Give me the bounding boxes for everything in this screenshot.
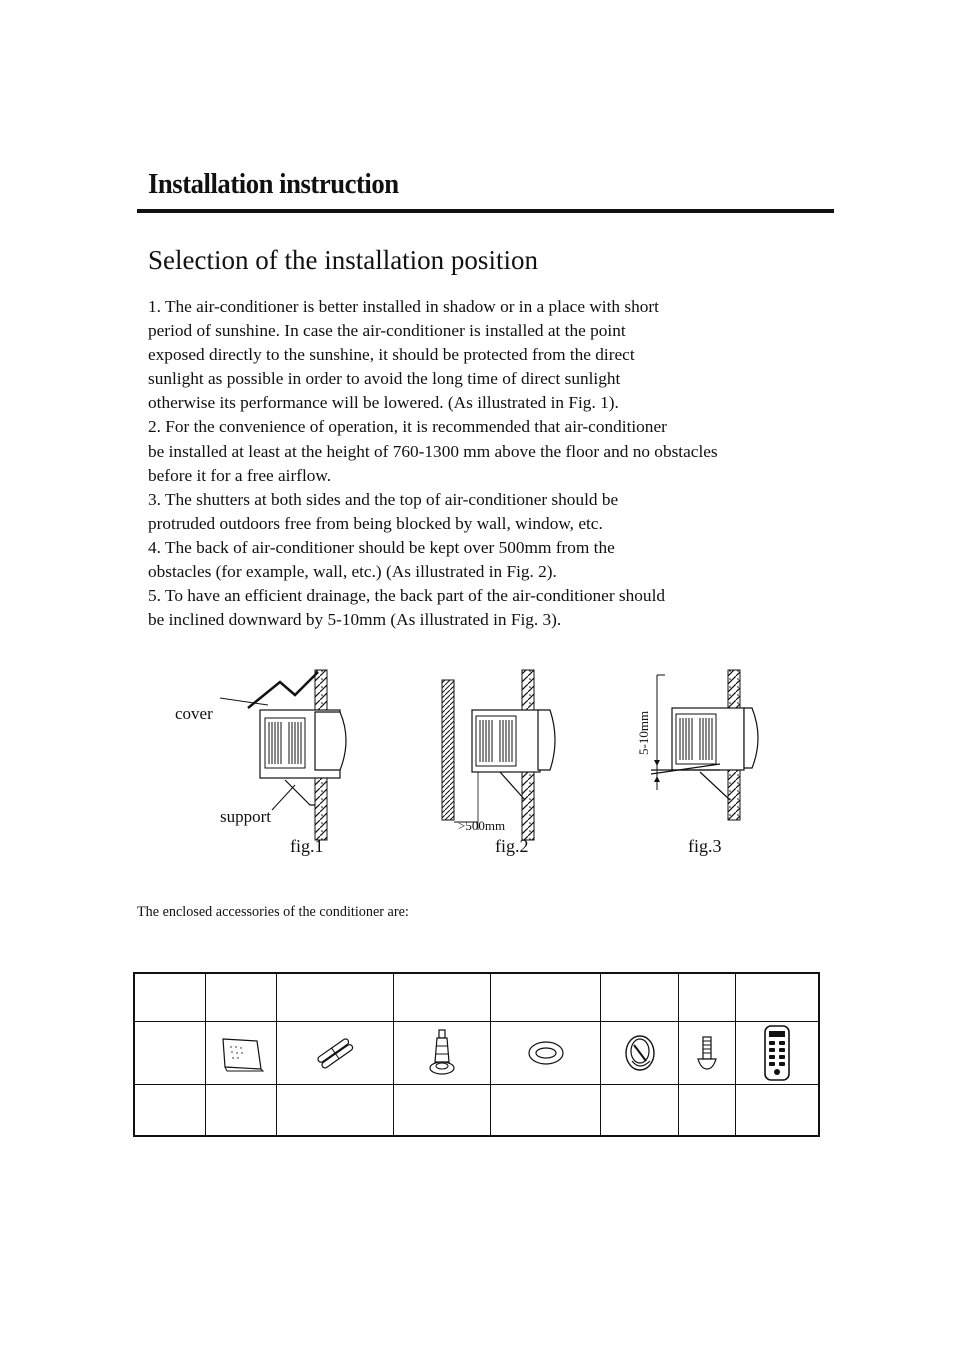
table-cell xyxy=(277,1084,394,1136)
table-cell xyxy=(491,973,601,1021)
table-row xyxy=(134,1021,819,1084)
table-cell xyxy=(394,973,491,1021)
drain-connector-icon xyxy=(427,1028,457,1078)
ring-icon xyxy=(526,1038,566,1068)
fig1-caption: fig.1 xyxy=(290,836,324,856)
instruction-line: be inclined downward by 5-10mm (As illustrated in Fig. 3). xyxy=(148,610,562,630)
instruction-line: 2. For the convenience of operation, it is recommended that air-conditioner xyxy=(148,417,667,437)
fig2-drawing xyxy=(442,670,555,840)
table-cell xyxy=(277,973,394,1021)
incline-label: 5-10mm xyxy=(636,710,651,755)
instruction-line: protruded outdoors free from being blocked by wall, window, etc. xyxy=(148,513,603,533)
table-cell xyxy=(206,1084,277,1136)
fig2-caption: fig.2 xyxy=(495,836,529,856)
table-row xyxy=(134,1084,819,1136)
instructions xyxy=(148,295,828,632)
table-cell xyxy=(491,1021,601,1084)
manual-icon xyxy=(217,1033,265,1073)
table-cell xyxy=(679,1084,736,1136)
instruction-line: otherwise its performance will be lowered. (As illustrated in Fig. 1). xyxy=(148,393,619,413)
support-label: support xyxy=(220,807,271,826)
remote-control-icon xyxy=(762,1024,792,1082)
instruction-line: before it for a free airflow. xyxy=(148,465,332,485)
table-cell xyxy=(134,973,206,1021)
table-cell xyxy=(736,1021,820,1084)
instruction-line: exposed directly to the sunshine, it should be protected from the direct xyxy=(148,345,635,365)
tube-icon xyxy=(311,1033,359,1073)
instruction-line: sunlight as possible in order to avoid the long time of direct sunlight xyxy=(148,369,621,389)
table-cell xyxy=(394,1084,491,1136)
table-cell xyxy=(134,1021,206,1084)
table-cell xyxy=(394,1021,491,1084)
screw-icon xyxy=(695,1033,719,1073)
table-cell xyxy=(206,973,277,1021)
knob-icon xyxy=(622,1031,658,1075)
section-heading: Selection of the installation position xyxy=(148,245,538,275)
instruction-line: obstacles (for example, wall, etc.) (As illustrated in Fig. 2). xyxy=(148,562,557,582)
table-cell xyxy=(736,973,820,1021)
table-cell xyxy=(601,1021,679,1084)
table-cell xyxy=(601,973,679,1021)
instruction-line: period of sunshine. In case the air-conditioner is installed at the point xyxy=(148,321,626,341)
accessories-caption: The enclosed accessories of the conditioner are: xyxy=(137,904,409,920)
instruction-line: 3. The shutters at both sides and the top of air-conditioner should be xyxy=(148,489,619,509)
installation-figures xyxy=(160,660,810,870)
table-cell xyxy=(601,1084,679,1136)
cover-label: cover xyxy=(175,704,213,723)
page-title: Installation instruction xyxy=(148,168,399,200)
instruction-line: be installed at least at the height of 760-1300 mm above the floor and no obstacles xyxy=(148,441,718,461)
table-cell xyxy=(206,1021,277,1084)
table-cell xyxy=(134,1084,206,1136)
table-cell xyxy=(679,1021,736,1084)
title-rule xyxy=(137,209,834,213)
table-row xyxy=(134,973,819,1021)
fig3-caption: fig.3 xyxy=(688,836,722,856)
table-cell xyxy=(277,1021,394,1084)
table-cell xyxy=(679,973,736,1021)
accessories-table xyxy=(133,972,820,1137)
table-cell xyxy=(736,1084,820,1136)
table-cell xyxy=(491,1084,601,1136)
distance-label: >500mm xyxy=(458,818,506,833)
instruction-line: 5. To have an efficient drainage, the back part of the air-conditioner should xyxy=(148,586,666,606)
instruction-line: 1. The air-conditioner is better installed in shadow or in a place with short xyxy=(148,297,659,316)
fig3-drawing xyxy=(651,670,758,820)
instruction-line: 4. The back of air-conditioner should be kept over 500mm from the xyxy=(148,537,615,557)
